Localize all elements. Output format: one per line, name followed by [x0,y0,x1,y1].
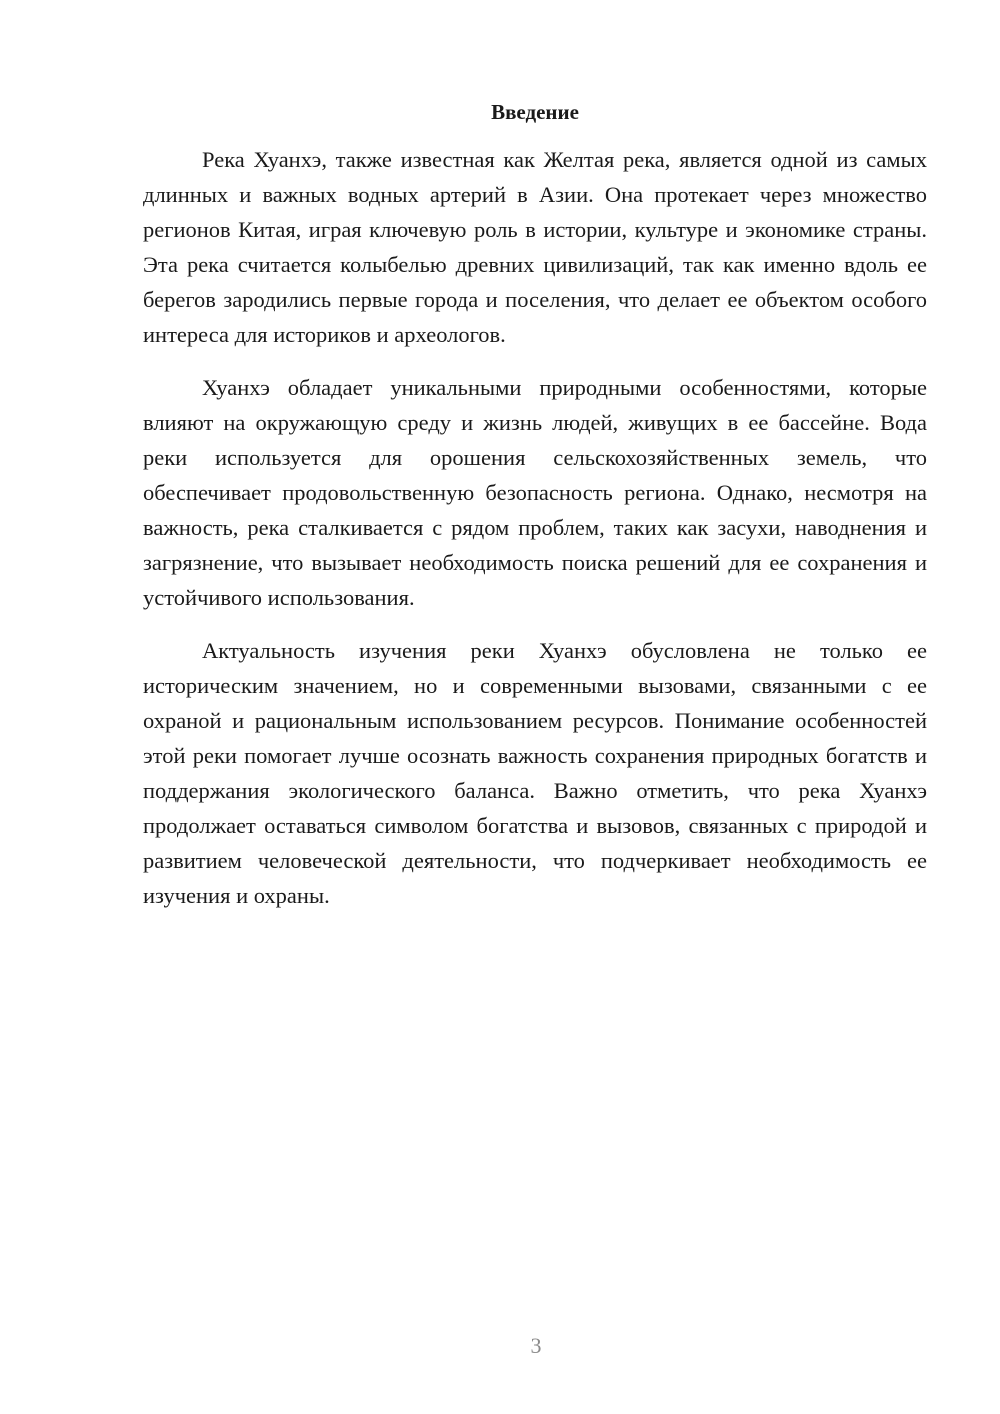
section-heading: Введение [491,100,579,124]
paragraph-1: Река Хуанхэ, также известная как Желтая река, является одной из самых длинных и важных водных артерий в Азии. Она протекает через множество регионов Китая, играя ключевую роль в истории, культуре и экономике страны. Эта река считается колыбелью древних цивилизаций, так как именно вдоль ее берегов зародились первые города и поселения, что делает ее объектом особого интереса для историков и археологов. [143,147,927,347]
body-text [143,142,927,913]
paragraph-3: Актуальность изучения реки Хуанхэ обусловлена не только ее историческим значением, но и современными вызовами, связанными с ее охраной и рациональным использованием ресурсов. Понимание особенностей этой реки помогает лучше осознать важность сохранения природных богатств и поддержания экологического баланса. Важно отметить, что река Хуанхэ продолжает оставаться символом богатства и вызовов, связанных с природой и развитием человеческой деятельности, что подчеркивает необходимость ее изучения и охраны. [143,638,927,908]
paragraph-2: Хуанхэ обладает уникальными природными особенностями, которые влияют на окружающую среду и жизнь людей, живущих в ее бассейне. Вода реки используется для орошения сельскохозяйственных земель, что обеспечивает продовольственную безопасность региона. Однако, несмотря на важность, река сталкивается с рядом проблем, таких как засухи, наводнения и загрязнение, что вызывает необходимость поиска решений для ее сохранения и устойчивого использования. [143,375,927,610]
page-number: 3 [530,1333,542,1358]
